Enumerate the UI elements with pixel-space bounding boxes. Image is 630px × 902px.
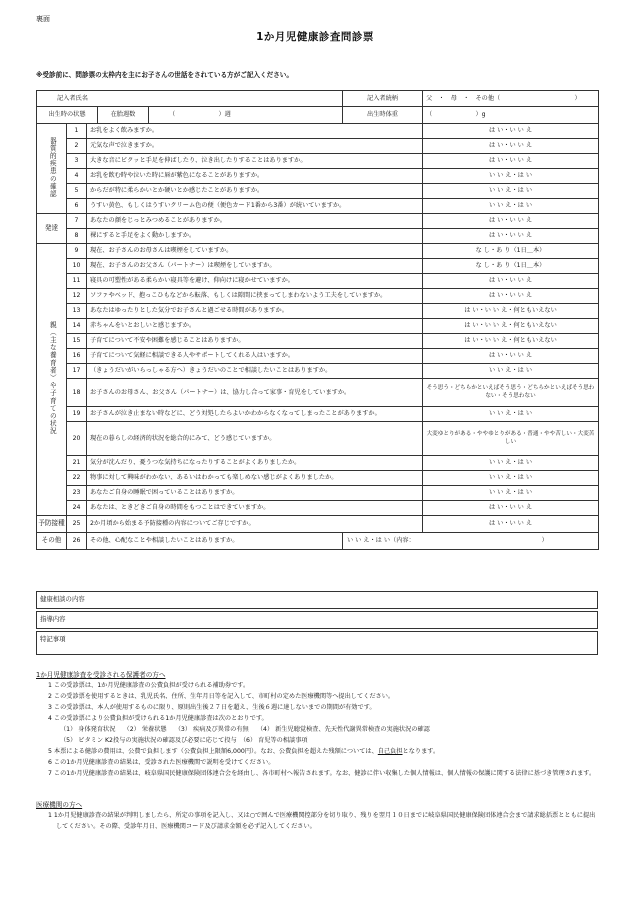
question-number: 19 (67, 407, 87, 422)
guardian-item: 4 この受診票により公費負担が受けられる1か月児健康診査は次のとおりです。 (48, 715, 268, 722)
question-text: お乳をよく飲みますか。 (87, 124, 423, 139)
consultation-label: 健康相談の内容 (40, 595, 85, 603)
question-text: 子育てについて不安や困難を感じることはありますか。 (87, 334, 423, 349)
self-pay-emphasis: 自己負担 (377, 748, 403, 755)
gestation-field[interactable]: （ ）週 (169, 111, 231, 118)
question-number: 22 (67, 471, 87, 486)
institution-heading: 医療機関の方へ (36, 801, 83, 809)
answer-options[interactable]: は い・い い え (423, 154, 599, 169)
question-text: お乳を飲む時や泣いた時に唇が紫色になることがありますか。 (87, 169, 423, 184)
question-number: 24 (67, 501, 87, 516)
guardian-item: 2 この受診票を使用するときは、乳児氏名、住所、生年月日等を記入して、市町村の定めた医療機関等へ提出してください。 (48, 693, 395, 700)
answer-options[interactable]: は い・い い え・何ともいえない (423, 319, 599, 334)
answer-options[interactable]: は い・い い え (423, 289, 599, 304)
question-row (37, 364, 599, 379)
question-text: あなたご自身の睡眠で困っていることはありますか。 (87, 486, 423, 501)
answer-options[interactable]: は い・い い え (423, 229, 599, 244)
question-text: 2か月頃から始まる予防接種の内容についてご存じですか。 (87, 516, 423, 533)
category-label: 発達 (44, 223, 59, 232)
question-text: うすい黄色、もしくはうすいクリーム色の便（便色カード1番から3番）が続いていますか。 (87, 199, 423, 214)
question-number: 6 (67, 199, 87, 214)
question-number: 7 (67, 214, 87, 229)
guardian-heading: 1か月児健康診査を受診される保護者の方へ (36, 671, 166, 679)
answer-options[interactable]: は い・い い え (423, 501, 599, 516)
answer-options[interactable]: い い え・は い (423, 169, 599, 184)
question-row (37, 139, 599, 154)
question-number: 4 (67, 169, 87, 184)
category-organic (37, 124, 67, 214)
question-number: 11 (67, 274, 87, 289)
remarks-label: 特記事項 (40, 635, 66, 643)
question-text: （きょうだいがいらっしゃる方へ）きょうだいのことで相談したいことはありますか。 (87, 364, 423, 379)
question-row (37, 533, 599, 550)
birth-status-row (37, 107, 343, 124)
category-other (37, 533, 67, 550)
answer-options[interactable]: は い・い い え (423, 516, 599, 533)
category-label: その他 (41, 536, 62, 545)
question-number: 25 (67, 516, 87, 533)
question-number: 20 (67, 422, 87, 456)
question-row (37, 259, 599, 274)
birth-weight-field[interactable]: （ ）g (423, 107, 599, 124)
question-text: お子さんのお母さん、お父さん（パートナー）は、協力し合って家事・育児をしていますか。 (87, 379, 423, 407)
answer-options[interactable]: い い え・は い (423, 407, 599, 422)
page-side-label: 裏面 (36, 15, 50, 23)
question-number: 16 (67, 349, 87, 364)
relation-label: 記入者続柄 (343, 91, 423, 107)
guidance-label: 指導内容 (40, 615, 66, 623)
guardian-item-5-tail: となります。 (402, 748, 440, 755)
question-text: 赤ちゃんをいとおしいと感じますか。 (87, 319, 423, 334)
question-row (37, 349, 599, 364)
answer-options[interactable]: い い え・は い (423, 456, 599, 471)
category-label: 予防接種 (38, 519, 65, 528)
question-text: お子さんが泣き止まない時などに、どう対処したらよいかわからなくなってしまったことがありますか。 (87, 407, 423, 422)
question-row (37, 516, 599, 533)
relation-options[interactable]: 父 ・ 母 ・ その他（ ） (423, 91, 599, 107)
question-text: その他、心配なことや相談したいことはありますか。 (87, 533, 343, 550)
question-row (37, 199, 599, 214)
question-row (37, 471, 599, 486)
question-number: 26 (67, 533, 87, 550)
question-number: 3 (67, 154, 87, 169)
answer-options[interactable]: い い え・は い (423, 471, 599, 486)
answer-options[interactable]: い い え・は い (423, 184, 599, 199)
guidance-box[interactable] (36, 611, 598, 629)
question-text: あなたは、ときどきご自身の時間をもつことはできていますか。 (87, 501, 423, 516)
question-number: 21 (67, 456, 87, 471)
question-number: 5 (67, 184, 87, 199)
question-text: 子育てについて気軽に相談できる人やサポートしてくれる人はいますか。 (87, 349, 423, 364)
question-number: 9 (67, 244, 87, 259)
question-number: 23 (67, 486, 87, 501)
filler-name-cell[interactable] (37, 91, 343, 107)
question-text: 物事に対して興味がわかない、あるいはわかっても楽しめない感じがよくありましたか。 (87, 471, 423, 486)
question-number: 13 (67, 304, 87, 319)
guardian-item-5-text: 5 本票による健診の費用は、公費で負担します（公費負担上限額6,000円）。なお、公費負担を超えた残額については、 (48, 748, 378, 755)
question-row (37, 379, 599, 407)
question-text: あなたはゆったりとした気分でお子さんと過ごせる時間がありますか。 (87, 304, 423, 319)
guardian-item (48, 746, 598, 757)
question-row (37, 184, 599, 199)
category-label: 親（主な養育者）や子育ての状況 (48, 321, 57, 436)
answer-options[interactable]: い い え・は い (423, 364, 599, 379)
birth-status-label: 出生時の状態 (37, 107, 98, 123)
question-row (37, 456, 599, 471)
guardian-subitem: （5） ビタミン K2投与の実施状況の確認及び必要に応じて投与 （6） 育児等の相談事項 (60, 737, 308, 744)
question-number: 1 (67, 124, 87, 139)
guardian-item: 7 この1か月児健康診査の結果は、岐阜県国民健康保険団体連合会を経由し、各市町村へ報告されます。なお、健診に伴い収集した個人情報は、個人情報の保護に関する法律に基づき管理されます。 (48, 770, 596, 777)
question-number: 2 (67, 139, 87, 154)
question-text: ソファやベッド、抱っこひもなどから転落、もしくは隙間に挟まってしまわないよう工夫をしていますか。 (87, 289, 423, 304)
category-parent (37, 244, 67, 516)
answer-options[interactable]: い い え・は い（内容： ） (343, 533, 599, 550)
question-text: 現在の暮らしの経済的状況を総合的にみて、どう感じていますか。 (87, 422, 423, 456)
question-number: 10 (67, 259, 87, 274)
guardian-list (48, 680, 598, 779)
question-row (37, 422, 599, 456)
answer-options[interactable]: は い・い い え (423, 214, 599, 229)
question-row (37, 319, 599, 334)
category-development (37, 214, 67, 244)
consultation-box[interactable] (36, 591, 598, 609)
question-text: 気分が沈んだり、憂うつな気持ちになったりすることがよくありましたか。 (87, 456, 423, 471)
question-row (37, 407, 599, 422)
question-text: 元気な声で泣きますか。 (87, 139, 423, 154)
question-text: あなたの顔をじっとみつめることがありますか。 (87, 214, 423, 229)
question-text: 現在、お子さんのお母さんは喫煙をしていますか。 (87, 244, 423, 259)
answer-options[interactable]: は い・い い え (423, 139, 599, 154)
question-number: 17 (67, 364, 87, 379)
questionnaire-table (36, 90, 599, 550)
answer-options[interactable]: 大変ゆとりがある・ややゆとりがある・普通・やや苦しい・大変苦しい (423, 422, 599, 456)
question-text: からだが特に柔らかいとか硬いとか感じたことがありますか。 (87, 184, 423, 199)
question-row (37, 124, 599, 139)
gestation-label: 在胎週数 (98, 107, 149, 123)
instruction-note: ※受診前に、問診票の太枠内を主にお子さんの世話をされている方がご記入ください。 (36, 71, 293, 79)
answer-options[interactable]: い い え・は い (423, 486, 599, 501)
question-number: 14 (67, 319, 87, 334)
answer-options[interactable]: い い え・は い (423, 199, 599, 214)
guardian-item: 6 この1か月児健康診査の結果は、受診された医療機関で説明を受けてください。 (48, 759, 275, 766)
question-number: 18 (67, 379, 87, 407)
question-row (37, 501, 599, 516)
question-row (37, 214, 599, 229)
guardian-item: 3 この受診票は、本人が使用するものに限り、原則出生後２７日を超え、生後６週に達しないまでの期間が有効です。 (48, 704, 376, 711)
question-row (37, 486, 599, 501)
answer-options[interactable]: は い・い い え・何ともいえない (423, 334, 599, 349)
remarks-box[interactable] (36, 631, 598, 655)
answer-options[interactable]: は い・い い え (423, 349, 599, 364)
category-vaccination (37, 516, 67, 533)
guardian-subitem: （1） 身体発育状況 （2） 栄養状態 （3） 疾病及び異常の有無 （4） 新生児聴覚検査、先天性代謝異常検査の実施状況の確認 (60, 726, 430, 733)
answer-options[interactable]: は い・い い え (423, 274, 599, 289)
birth-weight-label: 出生時体重 (343, 107, 423, 124)
question-row (37, 154, 599, 169)
question-number: 12 (67, 289, 87, 304)
filler-name-label: 記入者氏名 (57, 94, 88, 102)
question-row (37, 169, 599, 184)
institution-item: 1 1か月児健康診査の結果が判明しましたら、所定の事項を記入し、又は○で囲んで医療機関控部分を切り取り、残りを翌月１０日までに岐阜県国民健康保険団体連合会まで請求総括票とともに提出してください。その際、受診年月日、医療機関コード及び請求金額を必ず記入してください。 (48, 812, 596, 830)
guardian-item: 1 この受診票は、1か月児健康診査の公費負担が受けられる補助券です。 (48, 682, 250, 689)
form-title: 1か月児健康診査問診票 (256, 31, 374, 43)
answer-options[interactable]: そう思う・どちらかといえばそう思う・どちらかといえばそう思わない・そう思わない (423, 379, 599, 407)
question-number: 15 (67, 334, 87, 349)
question-text: 現在、お子さんのお父さん（パートナー）は喫煙をしていますか。 (87, 259, 423, 274)
institution-list (48, 810, 598, 832)
question-row (37, 334, 599, 349)
answer-options[interactable]: は い・い い え (423, 124, 599, 139)
category-label: 器質的疾患の確認 (48, 137, 57, 198)
question-text: 大きな音にビクッと手足を伸ばしたり、泣き出したりすることはありますか。 (87, 154, 423, 169)
question-text: 裸にすると手足をよく動かしますか。 (87, 229, 423, 244)
question-row (37, 274, 599, 289)
question-row (37, 229, 599, 244)
answer-options[interactable]: は い・い い え・何ともいえない (423, 304, 599, 319)
answer-options[interactable]: な し・あ り（1日＿本） (423, 244, 599, 259)
question-text: 寝具の可塑性がある柔らかい寝具等を避け、仰向けに寝かせていますか。 (87, 274, 423, 289)
question-row (37, 304, 599, 319)
question-row (37, 289, 599, 304)
question-row (37, 244, 599, 259)
answer-options[interactable]: な し・あ り（1日＿本） (423, 259, 599, 274)
question-number: 8 (67, 229, 87, 244)
